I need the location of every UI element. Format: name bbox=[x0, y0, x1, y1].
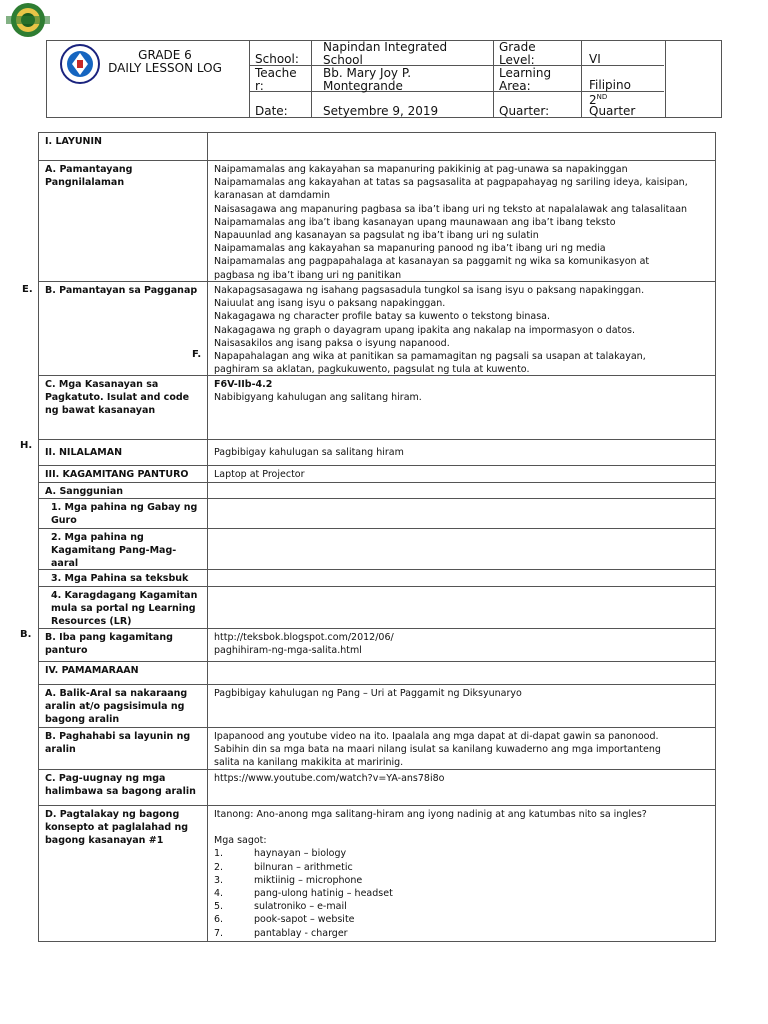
row-balik-aral bbox=[39, 684, 715, 728]
row-label: I. LAYUNIN bbox=[39, 133, 208, 160]
answers-title: Mga sagot: bbox=[214, 835, 267, 847]
row-label: D. Pagtalakay ng bagong konsepto at paglalahad ng bagong kasanayan #1 bbox=[39, 806, 208, 941]
competency-code: F6V-IIb-4.2 bbox=[214, 379, 273, 390]
row-content: Laptop at Projector bbox=[214, 469, 305, 480]
quarter-word: Quarter bbox=[589, 104, 636, 118]
row-pag-uugnay bbox=[39, 769, 715, 806]
list-item: 2. bilnuran – arithmetic bbox=[214, 861, 353, 873]
list-item: 7. pantablay - charger bbox=[214, 927, 348, 939]
row-karagdagang-kagamitan bbox=[39, 586, 715, 629]
row-content: Pagbibigay kahulugan sa salitang hiram bbox=[214, 447, 404, 458]
row-label: C. Mga Kasanayan sa Pagkatuto. Isulat and code ng bawat kasanayan bbox=[39, 376, 208, 440]
list-item: 3. miktiinig – microphone bbox=[214, 874, 363, 886]
resource-link[interactable]: http://teksbok.blogspot.com/2012/06/ bbox=[214, 632, 394, 643]
row-label: III. KAGAMITANG PANTURO bbox=[39, 466, 208, 483]
row-label: 3. Mga Pahina sa teksbuk bbox=[39, 570, 208, 587]
row-kagamitang-mag-aaral bbox=[39, 528, 715, 570]
row-content bbox=[208, 806, 715, 941]
marker-f: F. bbox=[192, 349, 202, 360]
row-label: A. Balik-Aral sa nakaraang aralin at/o pagsisimula ng bagong aralin bbox=[39, 685, 208, 728]
school-logo bbox=[2, 1, 54, 39]
date-label: Date: bbox=[255, 104, 288, 118]
marker-b: B. bbox=[20, 629, 32, 640]
teacher-value: Bb. Mary Joy P. Montegrande bbox=[323, 66, 412, 93]
row-label: A. Sanggunian bbox=[39, 483, 208, 499]
list-item: 6. pook-sapot – website bbox=[214, 914, 355, 926]
youtube-link[interactable]: https://www.youtube.com/watch?v=YA-ans78i8o bbox=[214, 773, 445, 784]
list-item: 1. haynayan – biology bbox=[214, 848, 347, 860]
lesson-log-table bbox=[38, 132, 716, 942]
row-label: C. Pag-uugnay ng mga halimbawa sa bagong aralin bbox=[39, 770, 208, 806]
row-iba-pang-kagamitan bbox=[39, 628, 715, 662]
resource-link-cont[interactable]: paghihiram-ng-mga-salita.html bbox=[214, 645, 362, 657]
row-content: Naipamamalas ang kakayahan sa mapanuring pakikinig at pag-unawa sa napakinggan Naipamamalas ang kakayahan at tatas sa pagsasalita at pagpapahayag ng sariling ideya, kaisipan, karanasan at damdamin Naisasagawa ang mapanuring pagbasa sa iba’t ibang uri ng teksto at napalalawak ang talasalitaan Naipamamalas ang iba’t ibang kasanayan upang maunawaan ang iba’t ibang teksto Napauunlad ang kasanayan sa pagsulat ng iba’t ibang uri ng sulatin Naipamamalas ang kakayahan sa mapanuring panood ng iba’t ibang uri ng media Naipamamalas ang pagpapahalaga at kasanayan sa paggamit ng wika sa komunikasyon at pagbasa ng iba’t ibang uri ng panitikan bbox=[214, 164, 688, 281]
area-label: Learning Area: bbox=[499, 66, 552, 93]
grade-label: Grade Level: bbox=[499, 40, 536, 67]
lesson-header bbox=[46, 40, 722, 118]
row-pagtalakay bbox=[39, 805, 715, 941]
row-content: Ipapanood ang youtube video na ito. Ipaalala ang mga dapat at di-dapat gawin sa panonood. Sabihin din sa mga bata na maari nilang isulat sa kanilang kuwaderno ang mga importanteng salita na kanilang makikita at maririnig. bbox=[214, 731, 661, 769]
row-content: Nakapagsasagawa ng isahang pagsasadula tungkol sa isang isyu o paksang napakinggan. Naiuulat ang isang isyu o paksang napakinggan. Nakagagawa ng character profile batay sa kuwento o tekstong binasa. Nakagagawa ng graph o dayagram upang ipakita ang nakalap na impormasyon o datos. Naisasakilos ang isang paksa o isyung napanood. Napapahalagan ang wika at panitikan sa pamamagitan ng pagsali sa usapan at talakayan, paghiram sa aklatan, pagkukuwento, pagsulat ng tula at kuwento. bbox=[214, 285, 646, 376]
row-nilalaman bbox=[39, 439, 715, 466]
row-teksbuk bbox=[39, 569, 715, 587]
row-label: 4. Karagdagang Kagamitan mula sa portal ng Learning Resources (LR) bbox=[39, 587, 208, 629]
row-layunin bbox=[39, 133, 715, 160]
marker-e: E. bbox=[22, 284, 33, 295]
row-label: II. NILALAMAN bbox=[39, 440, 208, 466]
row-pamantayan-pagganap bbox=[39, 281, 715, 376]
row-label: 2. Mga pahina ng Kagamitang Pang-Mag-aaral bbox=[39, 529, 208, 570]
header-title bbox=[95, 49, 235, 75]
row-label: IV. PAMAMARAAN bbox=[39, 662, 208, 685]
row-label: A. Pamantayang Pangnilalaman bbox=[39, 161, 208, 282]
row-content: F6V-IIb-4.2 Nabibigyang kahulugan ang salitang hiram. bbox=[208, 376, 715, 440]
area-value: Filipino bbox=[589, 78, 631, 92]
row-label: B. Iba pang kagamitang panturo bbox=[39, 629, 208, 662]
row-content bbox=[208, 629, 715, 662]
list-item: 4. pang-ulong hatinig – headset bbox=[214, 888, 393, 900]
row-content: Pagbibigay kahulugan ng Pang – Uri at Paggamit ng Diksyunaryo bbox=[214, 688, 522, 699]
quarter-value: 2ND bbox=[589, 93, 608, 107]
school-label: School: bbox=[255, 52, 299, 66]
row-kagamitang-panturo bbox=[39, 465, 715, 483]
marker-h: H. bbox=[20, 440, 33, 451]
row-paghahabi bbox=[39, 727, 715, 770]
grade-value: VI bbox=[589, 52, 601, 66]
quarter-label: Quarter: bbox=[499, 104, 550, 118]
grade-title: GRADE 6 bbox=[138, 48, 192, 62]
row-mga-kasanayan bbox=[39, 375, 715, 440]
row-pamantayang-pangnilalaman bbox=[39, 160, 715, 282]
list-item: 5. sulatroniko – e-mail bbox=[214, 901, 347, 913]
row-label: B. Paghahabi sa layunin ng aralin bbox=[39, 728, 208, 770]
row-sanggunian bbox=[39, 482, 715, 499]
row-label: 1. Mga pahina ng Gabay ng Guro bbox=[39, 499, 208, 529]
teacher-label: Teache r: bbox=[255, 66, 297, 93]
row-pamamaraan bbox=[39, 661, 715, 685]
row-label: B. Pamantayan sa Pagganap bbox=[39, 282, 208, 376]
row-gabay-ng-guro bbox=[39, 498, 715, 529]
school-value: Napindan Integrated School bbox=[323, 40, 448, 67]
log-title: DAILY LESSON LOG bbox=[108, 61, 222, 75]
question: Itanong: Ano-anong mga salitang-hiram ang iyong nadinig at ang katumbas nito sa ingles? bbox=[214, 809, 647, 820]
date-value: Setyembre 9, 2019 bbox=[323, 104, 439, 118]
